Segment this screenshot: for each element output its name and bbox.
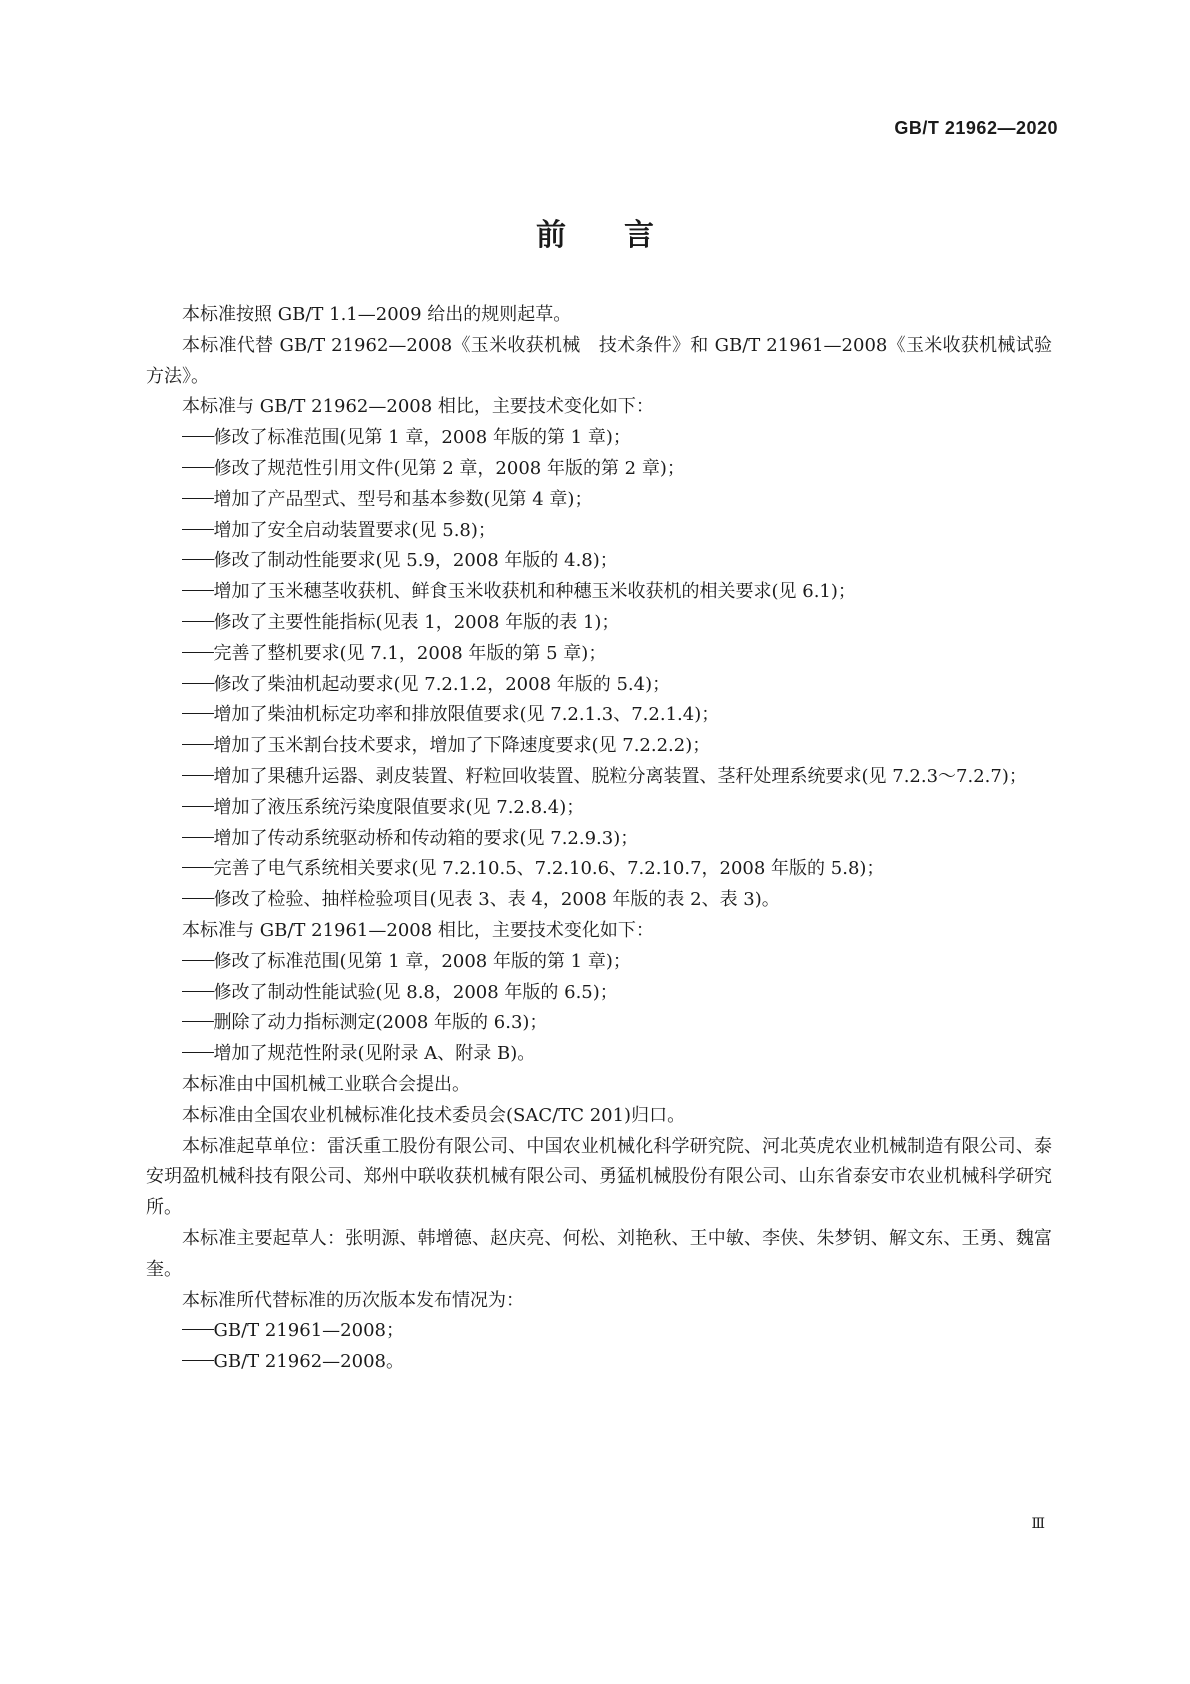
list-item-text: 修改了标准范围(见第 1 章，2008 年版的第 1 章)；	[213, 427, 631, 449]
list-item-text: GB/T 21961—2008；	[213, 1320, 404, 1342]
changes-list-21962	[146, 423, 1052, 916]
list-item-text: 增加了柴油机标定功率和排放限值要求(见 7.2.1.3、7.2.1.4)；	[213, 704, 720, 726]
dash-bullet	[182, 991, 214, 992]
list-item-text: 修改了规范性引用文件(见第 2 章，2008 年版的第 2 章)；	[213, 457, 685, 479]
dash-bullet	[182, 590, 214, 591]
list-item-text: 增加了玉米穗茎收获机、鲜食玉米收获机和种穗玉米收获机的相关要求(见 6.1)；	[213, 581, 856, 603]
paragraph-history-intro: 本标准所代替标准的历次版本发布情况为：	[182, 1289, 524, 1311]
dash-bullet	[182, 806, 214, 807]
list-item	[146, 978, 1052, 1009]
list-item	[146, 670, 1052, 701]
dash-bullet	[182, 898, 214, 899]
dash-bullet	[182, 713, 214, 714]
dash-bullet	[182, 683, 214, 684]
list-item	[146, 885, 1052, 916]
dash-bullet	[182, 498, 214, 499]
dash-bullet	[182, 529, 214, 530]
list-item	[146, 762, 1052, 793]
list-item	[146, 731, 1052, 762]
list-item	[146, 793, 1052, 824]
dash-bullet	[182, 1329, 214, 1330]
list-item	[146, 639, 1052, 670]
dash-bullet	[182, 1052, 214, 1053]
paragraph-drafters: 本标准主要起草人：张明源、韩增德、赵庆亮、何松、刘艳秋、王中敏、李侠、朱梦钥、解文东、王勇、魏富奎。	[146, 1227, 1052, 1280]
dash-bullet	[182, 837, 214, 838]
list-item-text: 修改了标准范围(见第 1 章，2008 年版的第 1 章)；	[213, 950, 631, 972]
dash-bullet	[182, 1021, 214, 1022]
list-item-text: 增加了果穗升运器、剥皮装置、籽粒回收装置、脱粒分离装置、茎秆处理系统要求(见 7.2.3～7.2.7)；	[213, 765, 1027, 787]
standard-code: GB/T 21962—2020	[894, 118, 1058, 138]
list-item-text: 增加了玉米割台技术要求，增加了下降速度要求(见 7.2.2.2)；	[213, 735, 711, 757]
list-item	[146, 423, 1052, 454]
list-item-text: 完善了整机要求(见 7.1，2008 年版的第 5 章)；	[213, 642, 607, 664]
list-item-text: 增加了安全启动装置要求(见 5.8)；	[213, 519, 496, 541]
changes-list-21961	[146, 947, 1052, 1070]
dash-bullet	[182, 1360, 214, 1361]
dash-bullet	[182, 775, 214, 776]
dash-bullet	[182, 621, 214, 622]
list-item	[146, 516, 1052, 547]
dash-bullet	[182, 960, 214, 961]
list-item	[146, 577, 1052, 608]
list-item	[146, 546, 1052, 577]
paragraph-proposer: 本标准由中国机械工业联合会提出。	[182, 1073, 470, 1095]
list-item	[146, 1316, 1052, 1347]
list-item-text: 修改了检验、抽样检验项目(见表 3、表 4，2008 年版的表 2、表 3)。	[213, 889, 780, 911]
list-item-text: 增加了传动系统驱动桥和传动箱的要求(见 7.2.9.3)；	[213, 827, 639, 849]
list-item-text: 修改了制动性能要求(见 5.9，2008 年版的 4.8)；	[213, 550, 618, 572]
dash-bullet	[182, 652, 214, 653]
list-item-text: GB/T 21962—2008。	[213, 1351, 404, 1373]
list-item	[146, 854, 1052, 885]
list-item-text: 删除了动力指标测定(2008 年版的 6.3)；	[213, 1012, 548, 1034]
list-item	[146, 947, 1052, 978]
paragraph-committee: 本标准由全国农业机械标准化技术委员会(SAC/TC 201)归口。	[182, 1104, 686, 1126]
foreword-body	[146, 300, 1052, 1378]
dash-bullet	[182, 559, 214, 560]
dash-bullet	[182, 744, 214, 745]
dash-bullet	[182, 436, 214, 437]
list-item	[146, 608, 1052, 639]
list-item-text: 增加了产品型式、型号和基本参数(见第 4 章)；	[213, 488, 593, 510]
paragraph-changes-21961-intro: 本标准与 GB/T 21961—2008 相比，主要技术变化如下：	[182, 919, 654, 941]
list-item	[146, 1008, 1052, 1039]
list-item-text: 修改了主要性能指标(见表 1，2008 年版的表 1)；	[213, 611, 620, 633]
list-item	[146, 454, 1052, 485]
history-list	[146, 1316, 1052, 1378]
list-item-text: 增加了规范性附录(见附录 A、附录 B)。	[213, 1043, 536, 1065]
dash-bullet	[182, 867, 214, 868]
dash-bullet	[182, 467, 214, 468]
paragraph-replaces: 本标准代替 GB/T 21962—2008《玉米收获机械 技术条件》和 GB/T 21961—2008《玉米收获机械试验方法》。	[146, 334, 1052, 387]
paragraph-changes-21962-intro: 本标准与 GB/T 21962—2008 相比，主要技术变化如下：	[182, 396, 654, 418]
list-item-text: 完善了电气系统相关要求(见 7.2.10.5、7.2.10.6、7.2.10.7，2008 年版的 5.8)；	[213, 858, 885, 880]
paragraph-drafting-rules: 本标准按照 GB/T 1.1—2009 给出的规则起草。	[182, 304, 572, 325]
list-item-text: 修改了制动性能试验(见 8.8，2008 年版的 6.5)；	[213, 981, 618, 1003]
list-item	[146, 1039, 1052, 1070]
list-item	[146, 700, 1052, 731]
list-item	[146, 485, 1052, 516]
list-item-text: 修改了柴油机起动要求(见 7.2.1.2，2008 年版的 5.4)；	[213, 673, 671, 695]
page-number: Ⅲ	[1031, 1516, 1044, 1532]
paragraph-drafting-units: 本标准起草单位：雷沃重工股份有限公司、中国农业机械化科学研究院、河北英虎农业机械制造有限公司、泰安玥盈机械科技有限公司、郑州中联收获机械有限公司、勇猛机械股份有限公司、山东省泰安市农业机械科学研究所。	[146, 1135, 1052, 1219]
list-item	[146, 824, 1052, 855]
list-item-text: 增加了液压系统污染度限值要求(见 7.2.8.4)；	[213, 796, 585, 818]
page-title: 前言	[536, 218, 712, 253]
list-item	[146, 1347, 1052, 1378]
